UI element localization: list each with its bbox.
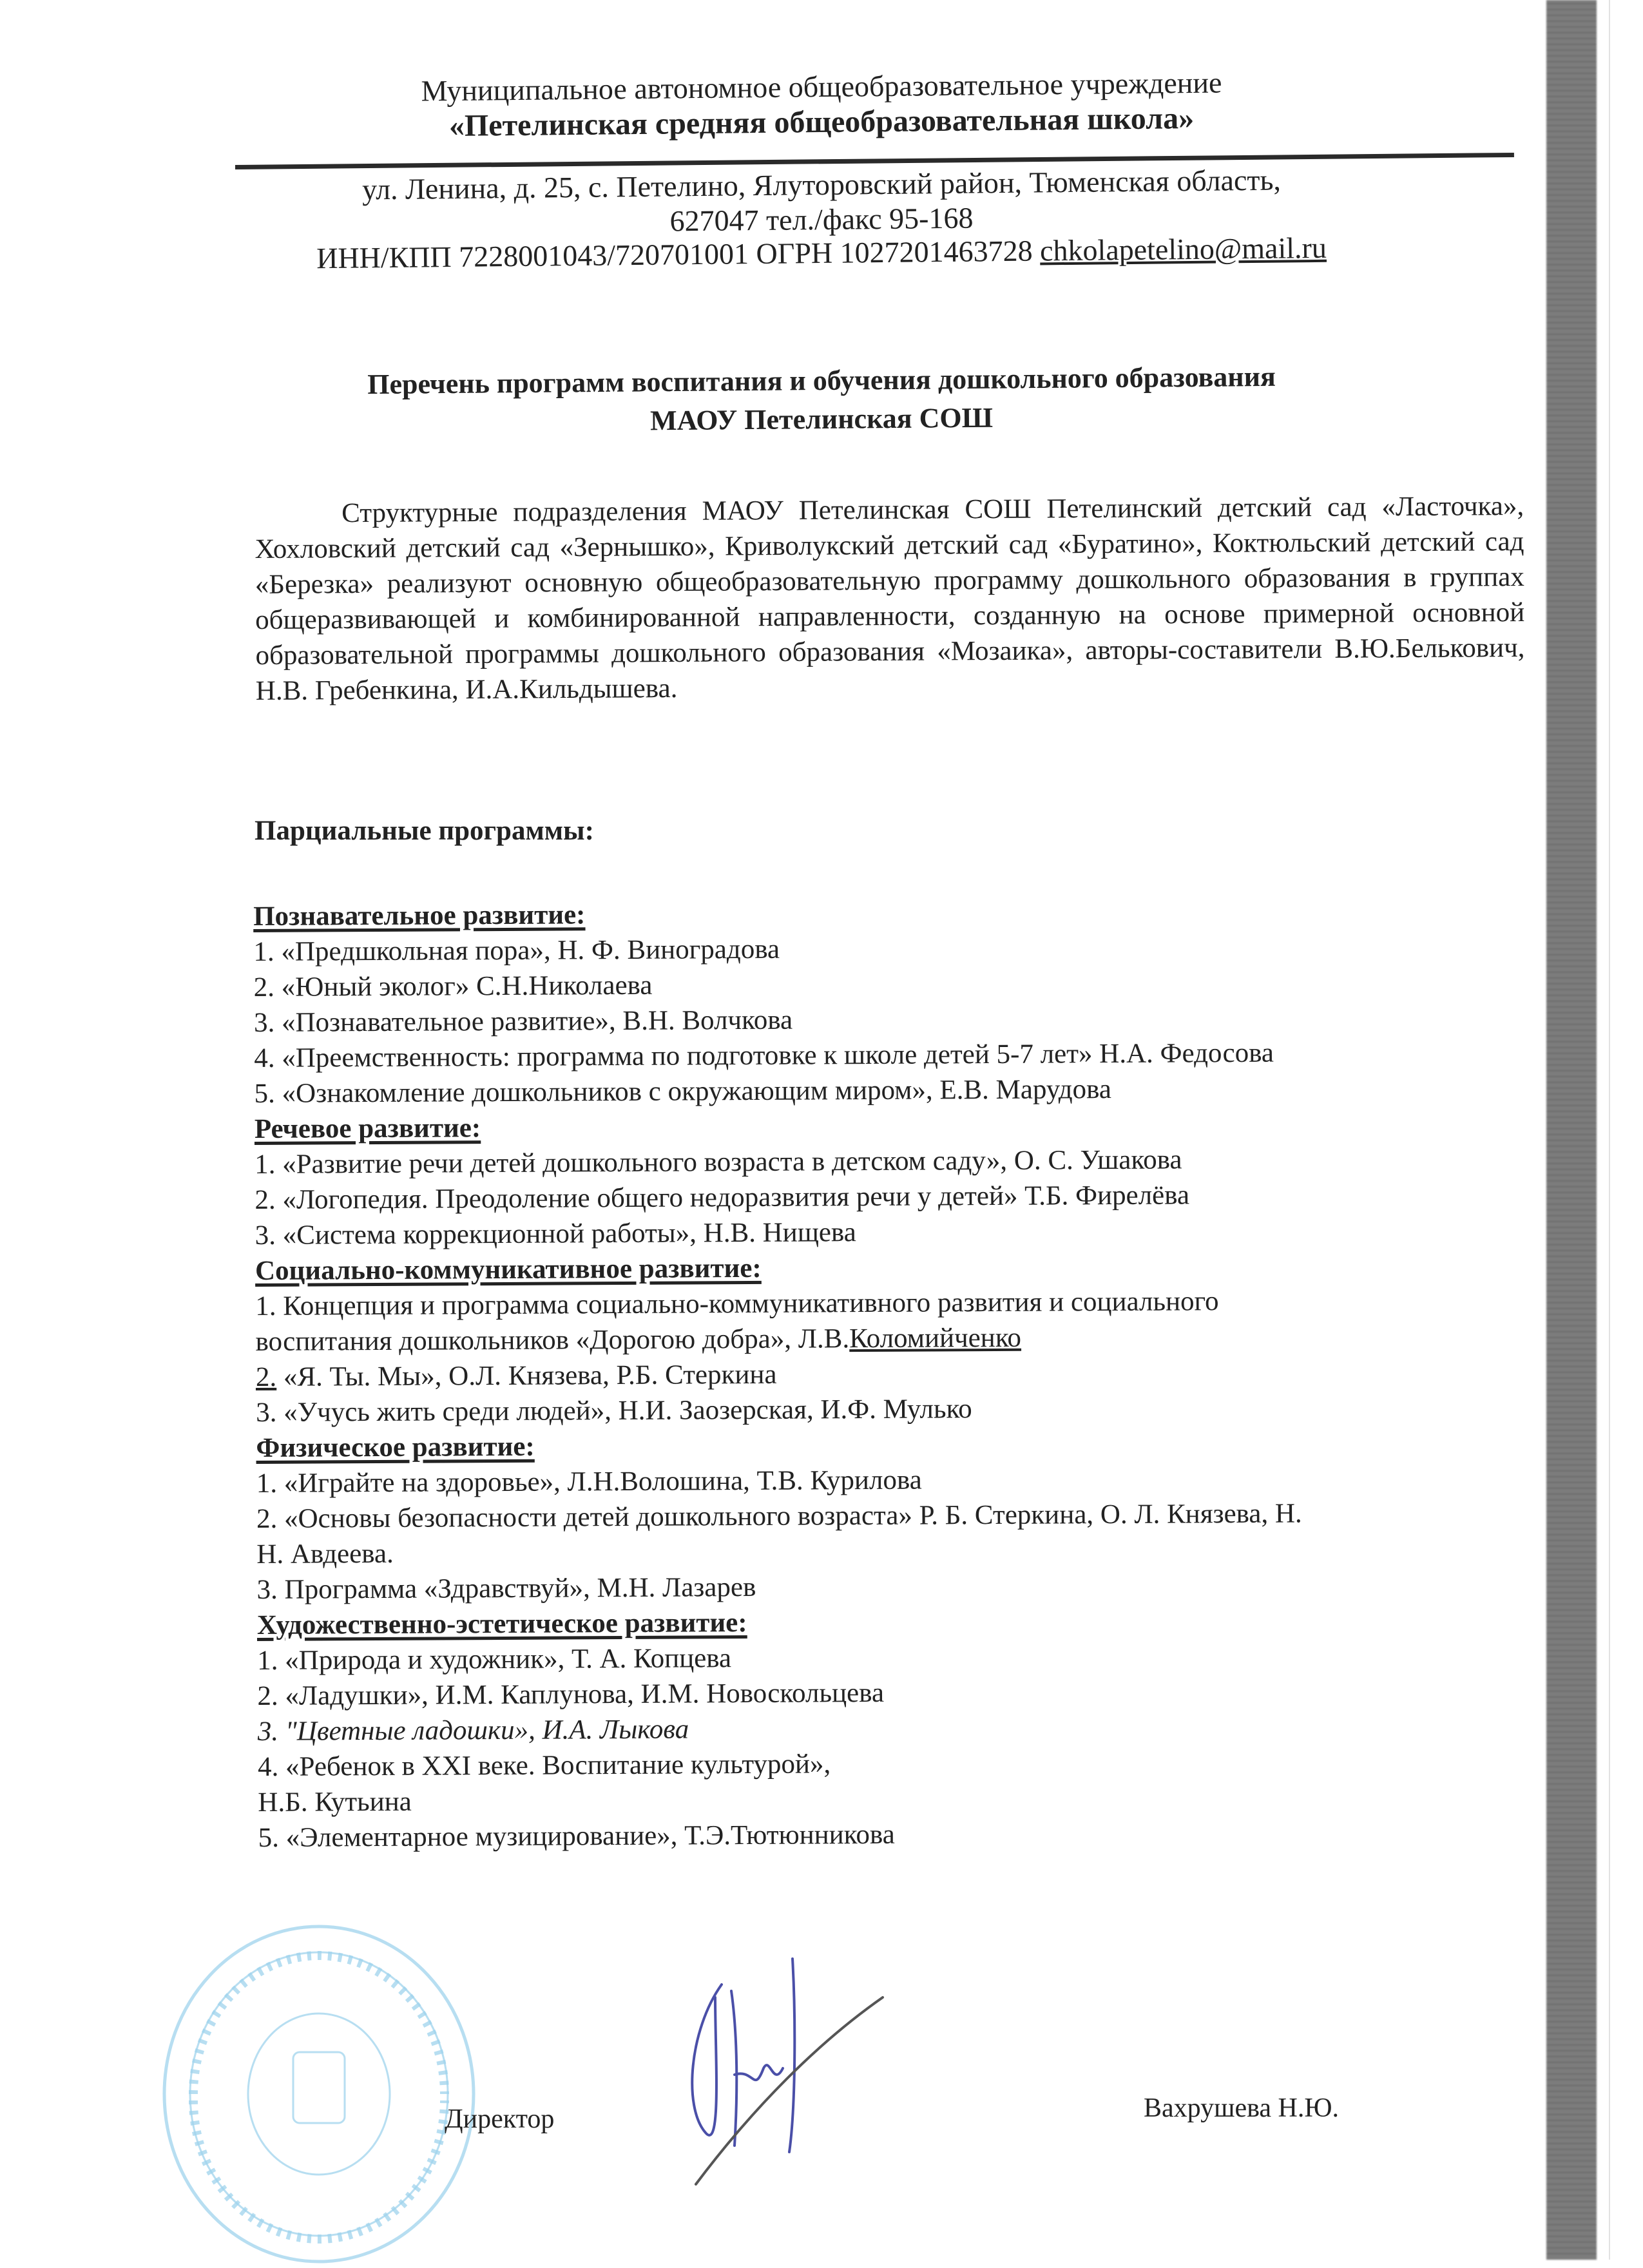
list-item: 1. Концепция и программа социально-коммуникативного развития и социального <box>255 1286 1219 1321</box>
list-item: 3. Программа «Здравствуй», М.Н. Лазарев <box>256 1571 756 1605</box>
intro-paragraph: Структурные подразделения МАОУ Петелинская СОШ Петелинский детский сад «Ласточка», Хохловский детский сад «Зернышко», Криволукский детский сад «Буратино», Коктюльский детский сад «Березка» реализуют основную общеобразовательную программу дошкольного образования в группах общеразвивающей и комбинированной направленности, созданную на основе примерной основной образовательной программы дошкольного образования «Мозаика», авторы-составители В.Ю.Белькович, Н.В. Гребенкина, И.А.Кильдышева. <box>255 490 1525 706</box>
section-speech <box>255 1104 1576 1253</box>
list-item: 2. «Логопедия. Преодоление общего недоразвития речи у детей» Т.Б. Фирелёва <box>255 1180 1190 1215</box>
list-item: 4. «Ребенок в XXI веке. Воспитание культурой», <box>257 1749 831 1782</box>
list-item: 2. «Основы безопасности детей дошкольного возраста» Р. Б. Стеркина, О. Л. Князева, Н. <box>256 1498 1302 1534</box>
list-item: 3. "Цветные ладошки», И.А. Лыкова <box>257 1714 689 1747</box>
director-signature <box>677 1939 947 2197</box>
list-item: Н.Б. Кутьина <box>258 1786 412 1818</box>
list-item-text: «Я. Ты. Мы», О.Л. Князева, Р.Б. Стеркина <box>276 1359 777 1392</box>
section-title: Познавательное развитие: <box>253 899 586 932</box>
signature-stroke-vertical <box>731 1991 736 2146</box>
section-artistic <box>257 1600 1579 1856</box>
postal-phone: 627047 тел./факс 95-168 <box>669 201 974 238</box>
list-item: 1. «Развитие речи детей дошкольного возраста в детском саду», О. С. Ушакова <box>255 1144 1182 1180</box>
list-item: 2. «Юный эколог» С.Н.Николаева <box>253 970 653 1003</box>
director-name: Вахрушева Н.Ю. <box>1144 2093 1340 2123</box>
section-title: Физическое развитие: <box>256 1431 535 1463</box>
list-item: 3. «Учусь жить среди людей», Н.И. Заозерская, И.Ф. Мулько <box>256 1394 972 1428</box>
stamp-lettering-top <box>193 1956 445 2094</box>
stamp-inner-ring <box>248 2013 390 2175</box>
scan-edge <box>1609 0 1610 2260</box>
list-item-text: воспитания дошкольников «Дорогою добра», Л.В. <box>255 1323 850 1357</box>
document-subtitle: МАОУ Петелинская СОШ <box>649 401 994 437</box>
author-name-underlined: Коломийченко <box>849 1322 1022 1354</box>
school-name: «Петелинская средняя общеобразовательная школа» <box>448 101 1195 144</box>
document-title: Перечень программ воспитания и обучения дошкольного образования <box>367 360 1276 401</box>
section-title: Художественно-эстетическое развитие: <box>256 1608 747 1640</box>
section-physical <box>256 1423 1577 1608</box>
director-label: Директор <box>445 2104 555 2134</box>
section-title: Речевое развитие: <box>254 1113 481 1144</box>
stamp-emblem <box>293 2052 345 2123</box>
signature-stroke-wave <box>735 2065 783 2080</box>
signature-stroke-tall <box>789 1959 794 2152</box>
list-item: 4. «Преемственность: программа по подготовке к школе детей 5-7 лет» Н.А. Федосова <box>254 1037 1274 1073</box>
address: ул. Ленина, д. 25, с. Петелино, Ялуторовский район, Тюменская область, <box>361 163 1282 206</box>
email-link[interactable]: chkolapetelino@mail.ru <box>1039 231 1327 267</box>
list-item: 5. «Ознакомление дошкольников с окружающим миром», Е.В. Марудова <box>254 1074 1111 1109</box>
section-title: Социально-коммуникативное развитие: <box>255 1253 762 1286</box>
stamp-lettering-bottom <box>193 2100 445 2239</box>
list-item: 3. «Познавательное развитие», В.Н. Волчкова <box>253 1004 793 1038</box>
section-social <box>255 1246 1577 1430</box>
ids-text: ИНН/КПП 7228001043/720701001 ОГРН 1027201463728 <box>316 234 1033 275</box>
signature-stroke-slash <box>696 1997 883 2184</box>
list-item: 2. «Ладушки», И.М. Каплунова, И.М. Новоскольцева <box>257 1677 885 1711</box>
list-item: 1. «Предшкольная пора», Н. Ф. Виноградова <box>253 934 780 967</box>
list-item: 3. «Система коррекционной работы», Н.В. Нищева <box>255 1217 856 1251</box>
organization-name: Муниципальное автономное общеобразовательное учреждение <box>421 66 1222 108</box>
program-sections <box>253 892 1579 1856</box>
list-item: 5. «Элементарное музицирование», Т.Э.Тютюнникова <box>258 1819 895 1853</box>
list-item: 1. «Играйте на здоровье», Л.Н.Волошина, Т.В. Курилова <box>256 1465 922 1499</box>
signature-stroke-loop <box>692 1984 722 2135</box>
list-item: 1. «Природа и художник», Т. А. Копцева <box>257 1643 732 1676</box>
partial-programs-heading: Парциальные программы: <box>255 816 594 846</box>
official-stamp <box>155 1907 490 2268</box>
stamp-outer-ring <box>164 1927 474 2262</box>
list-item: Н. Авдеева. <box>256 1538 394 1570</box>
item-number-underlined: 2. <box>255 1361 277 1392</box>
section-cognitive <box>253 892 1575 1111</box>
